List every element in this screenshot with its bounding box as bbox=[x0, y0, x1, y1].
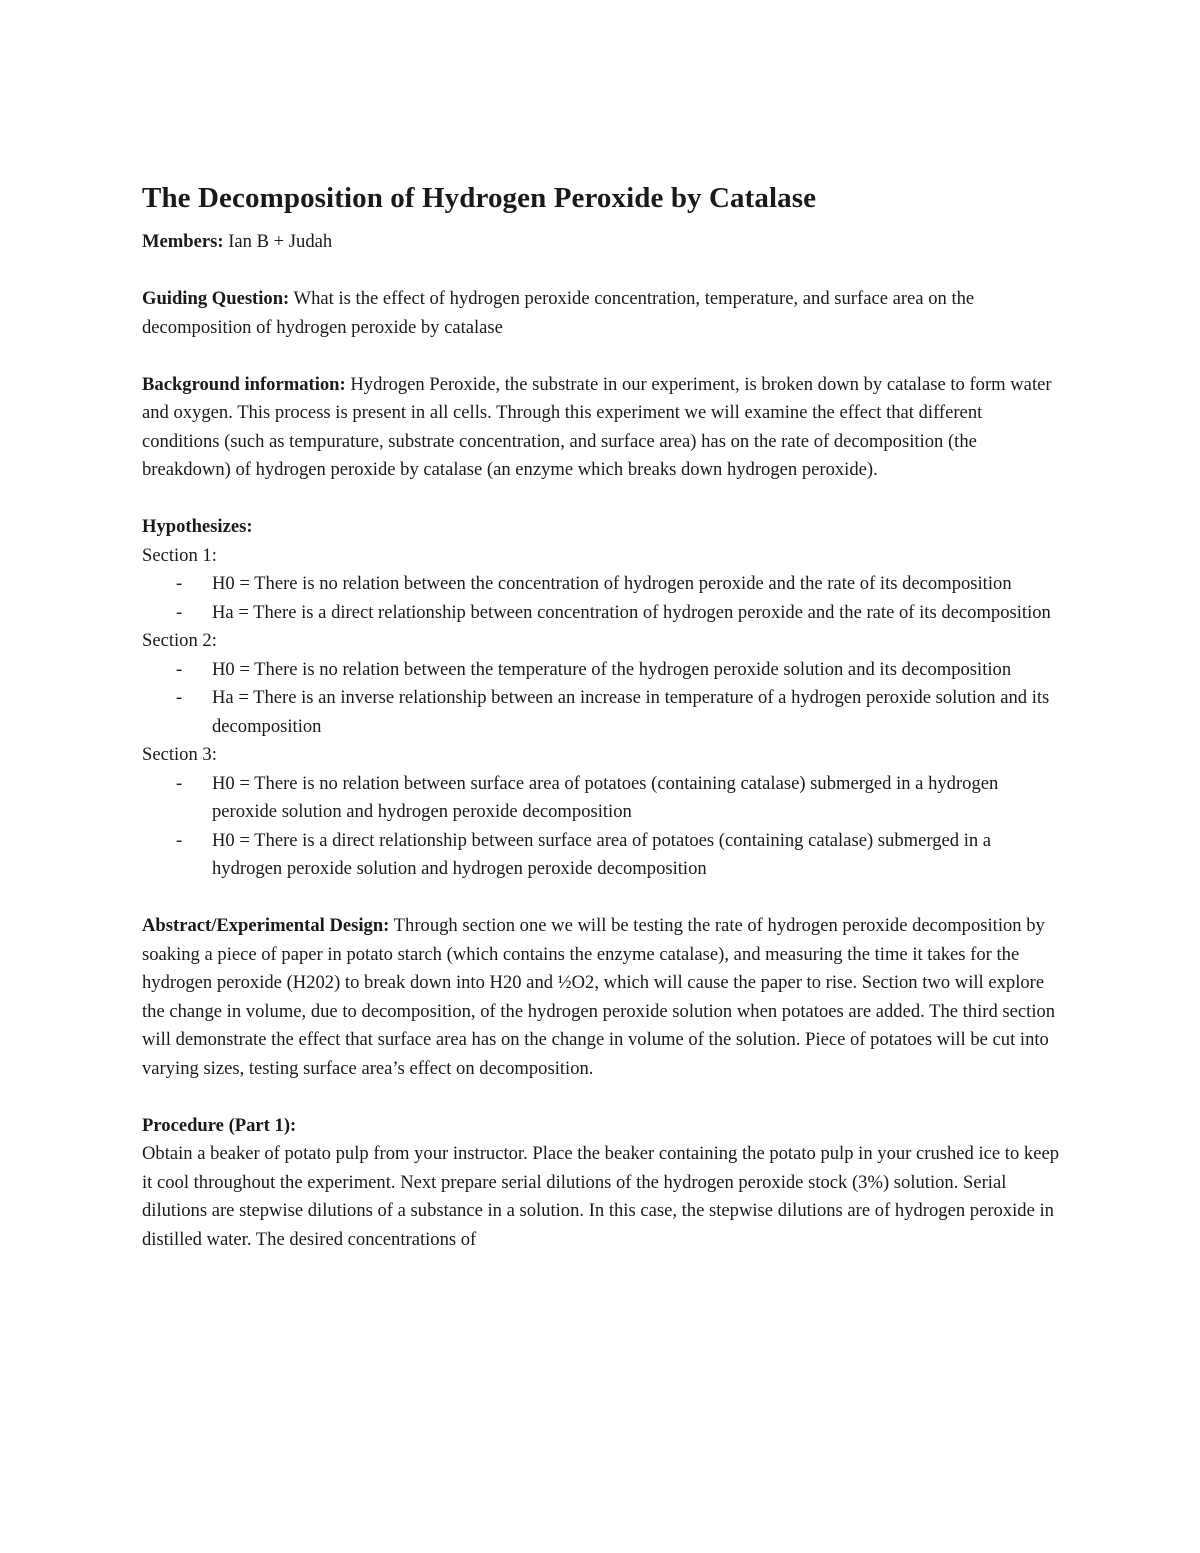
hypotheses-section-1 bbox=[142, 542, 1062, 628]
hypothesis-text: H0 = There is a direct relationship between surface area of potatoes (containing catalase) submerged in a hydrogen peroxide solution and hydrogen peroxide decomposition bbox=[212, 829, 992, 879]
hypothesis-text: Ha = There is an inverse relationship between an increase in temperature of a hydrogen peroxide solution and its decomposition bbox=[212, 687, 1050, 737]
section-title: Section 1: bbox=[142, 544, 217, 566]
spacer bbox=[142, 485, 1062, 514]
section-title: Section 3: bbox=[142, 744, 217, 765]
bullet-dash: - bbox=[176, 573, 183, 594]
bullet-dash: - bbox=[176, 772, 183, 794]
hypothesis-text: H0 = There is no relation between the concentration of hydrogen peroxide and the rate of its decomposition bbox=[212, 573, 1012, 594]
bullet-dash: - bbox=[176, 658, 183, 680]
list-item bbox=[142, 599, 1062, 628]
document-title: The Decomposition of Hydrogen Peroxide by Catalase bbox=[142, 182, 817, 214]
members-text: Ian B + Judah bbox=[223, 231, 333, 252]
spacer bbox=[142, 884, 1062, 913]
hypothesis-text: H0 = There is no relation between surface area of potatoes (containing catalase) submerged in a hydrogen peroxide solution and hydrogen peroxide decomposition bbox=[212, 772, 999, 822]
bullet-dash: - bbox=[176, 601, 183, 623]
abstract-text: Through section one we will be testing the rate of hydrogen peroxide decomposition by soaking a piece of paper in potato starch (which contains the enzyme catalase), and measuring the time it takes for the hydrogen peroxide (H202) to break down into H20 and ½O2, which will cause the paper to rise. Section two will explore the change in volume, due to decomposition, of the hydrogen peroxide solution when potatoes are added. The third section will demonstrate the effect that surface area has on the change in volume of the solution. Piece of potatoes will be cut into varying sizes, testing surface area’s effect on decomposition. bbox=[142, 915, 1056, 1079]
members-label: Members: bbox=[142, 231, 224, 252]
list-item bbox=[142, 656, 1062, 685]
spacer bbox=[142, 257, 1062, 286]
hypotheses-heading bbox=[142, 513, 1062, 542]
guiding-question-text: What is the effect of hydrogen peroxide concentration, temperature, and surface area on the decomposition of hydrogen peroxide by catalase bbox=[142, 288, 975, 338]
list-item bbox=[142, 684, 1062, 741]
procedure-heading bbox=[142, 1112, 1062, 1141]
hypotheses-label: Hypothesizes: bbox=[142, 516, 253, 537]
hypotheses-section-3 bbox=[142, 741, 1062, 884]
abstract-label: Abstract/Experimental Design: bbox=[142, 915, 390, 936]
hypothesis-text: H0 = There is no relation between the temperature of the hydrogen peroxide solution and its decomposition bbox=[212, 658, 1012, 680]
spacer bbox=[142, 342, 1062, 371]
document-page bbox=[142, 178, 1062, 1254]
hypotheses-list bbox=[142, 770, 1062, 884]
list-item bbox=[142, 570, 1062, 599]
background-label: Background information: bbox=[142, 373, 346, 395]
background-text: Hydrogen Peroxide, the substrate in our experiment, is broken down by catalase to form water and oxygen. This process is present in all cells. Through this experiment we will examine the effect that different conditions (such as tempurature, substrate concentration, and surface area) has on the rate of decomposition (the breakdown) of hydrogen peroxide by catalase (an enzyme which breaks down hydrogen peroxide). bbox=[142, 373, 1052, 480]
hypotheses-section-2 bbox=[142, 627, 1062, 741]
hypothesis-text: Ha = There is a direct relationship between concentration of hydrogen peroxide and the rate of its decomposition bbox=[212, 601, 1051, 623]
background-information bbox=[142, 371, 1062, 485]
list-item bbox=[142, 827, 1062, 884]
members-line bbox=[142, 228, 1062, 257]
abstract-experimental-design bbox=[142, 912, 1062, 1083]
bullet-dash: - bbox=[176, 687, 183, 708]
list-item bbox=[142, 770, 1062, 827]
section-title: Section 2: bbox=[142, 630, 217, 651]
bullet-dash: - bbox=[176, 829, 183, 851]
procedure-text: Obtain a beaker of potato pulp from your instructor. Place the beaker containing the potato pulp in your crushed ice to keep it cool throughout the experiment. Next prepare serial dilutions of the hydrogen peroxide stock (3%) solution. Serial dilutions are stepwise dilutions of a substance in a solution. In this case, the stepwise dilutions are of hydrogen peroxide in distilled water. The desired concentrations of bbox=[142, 1143, 1060, 1250]
hypotheses-list bbox=[142, 570, 1062, 627]
hypotheses-list bbox=[142, 656, 1062, 742]
guiding-question-label: Guiding Question: bbox=[142, 288, 290, 309]
spacer bbox=[142, 1083, 1062, 1112]
guiding-question bbox=[142, 285, 1062, 342]
procedure-label: Procedure (Part 1): bbox=[142, 1114, 297, 1136]
